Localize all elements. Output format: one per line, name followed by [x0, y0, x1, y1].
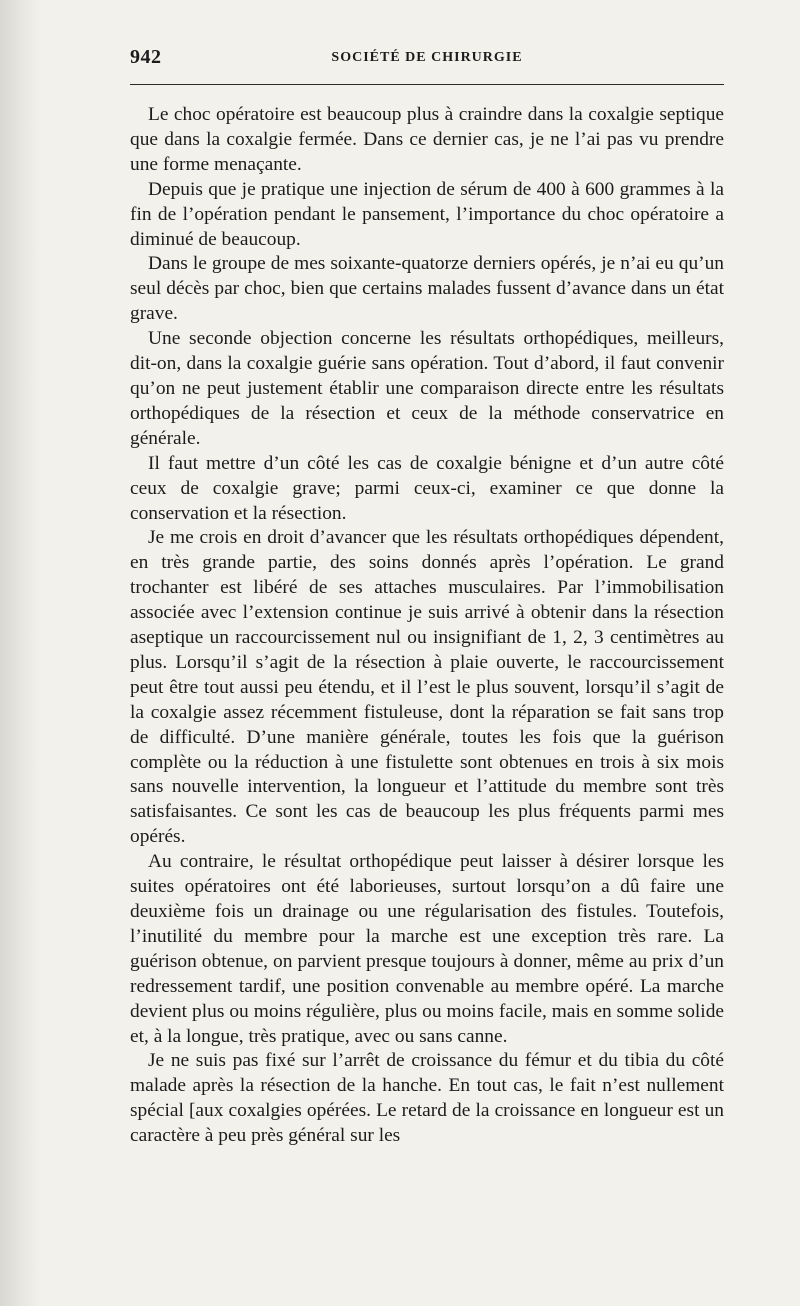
- paragraph: Je me crois en droit d’avancer que les résultats orthopédiques dépendent, en très grande partie, des soins donnés après l’opération. Le grand trochanter est libéré de ses attaches musculaires. Par l’immobilisation associée avec l’extension continue je suis arrivé à obtenir dans la résection aseptique un raccourcissement nul ou insignifiant de 1, 2, 3 centimètres au plus. Lorsqu’il s’agit de la résection à plaie ouverte, le raccourcissement peut être tout aussi peu étendu, et il l’est le plus souvent, lorsqu’il s’agit de la coxalgie assez récemment fistuleuse, dont la réparation se fait sans trop de difficulté. D’une manière générale, toutes les fois que la guérison complète ou la réduction à une fistulette sont obtenues en trois à six mois sans nouvelle intervention, la longueur et l’attitude du membre sont très satisfaisantes. Ce sont les cas de beaucoup les plus fréquents parmi mes opérés.: [130, 527, 724, 848]
- paragraph: Une seconde objection concerne les résultats orthopédiques, meilleurs, dit-on, dans la coxalgie guérie sans opération. Tout d’abord, il faut convenir qu’on ne peut justement établir une comparaison directe entre les résultats orthopédiques de la résection et ceux de la méthode conservatrice en générale.: [130, 328, 724, 449]
- running-head: [130, 40, 724, 70]
- journal-title: SOCIÉTÉ DE CHIRURGIE: [331, 50, 523, 65]
- book-page: [130, 40, 724, 1149]
- page-edge-shadow: [0, 0, 42, 1306]
- paragraph: Dans le groupe de mes soixante-quatorze derniers opérés, je n’ai eu qu’un seul décès par choc, bien que certains malades fussent d’avance dans un état grave.: [130, 253, 724, 325]
- paragraph: Je ne suis pas fixé sur l’arrêt de croissance du fémur et du tibia du côté malade après la résection de la hanche. En tout cas, le fait n’est nullement spécial [aux coxalgies opérées. Le retard de la croissance en longueur est un caractère à peu près général sur les: [130, 1050, 724, 1147]
- paragraph: Il faut mettre d’un côté les cas de coxalgie bénigne et d’un autre côté ceux de coxalgie grave; parmi ceux-ci, examiner ce que donne la conservation et la résection.: [130, 452, 724, 524]
- body-text: [130, 103, 724, 1149]
- header-rule: [130, 84, 724, 85]
- page-number: 942: [130, 46, 162, 68]
- paragraph: Depuis que je pratique une injection de sérum de 400 à 600 grammes à la fin de l’opération pendant le pansement, l’importance du choc opératoire a diminué de beaucoup.: [130, 178, 724, 250]
- paragraph: Au contraire, le résultat orthopédique peut laisser à désirer lorsque les suites opératoires ont été laborieuses, surtout lorsqu’on a dû faire une deuxième fois un drainage ou une régularisation des fistules. Toutefois, l’inutilité du membre pour la marche est une exception très rare. La guérison obtenue, on parvient presque toujours à donner, même au prix d’un redressement tardif, une position convenable au membre opéré. La marche devient plus ou moins régulière, plus ou moins facile, mais en somme solide et, à la longue, très pratique, avec ou sans canne.: [130, 851, 724, 1047]
- paragraph: Le choc opératoire est beaucoup plus à craindre dans la coxalgie septique que dans la coxalgie fermée. Dans ce dernier cas, je ne l’ai pas vu prendre une forme menaçante.: [130, 104, 724, 175]
